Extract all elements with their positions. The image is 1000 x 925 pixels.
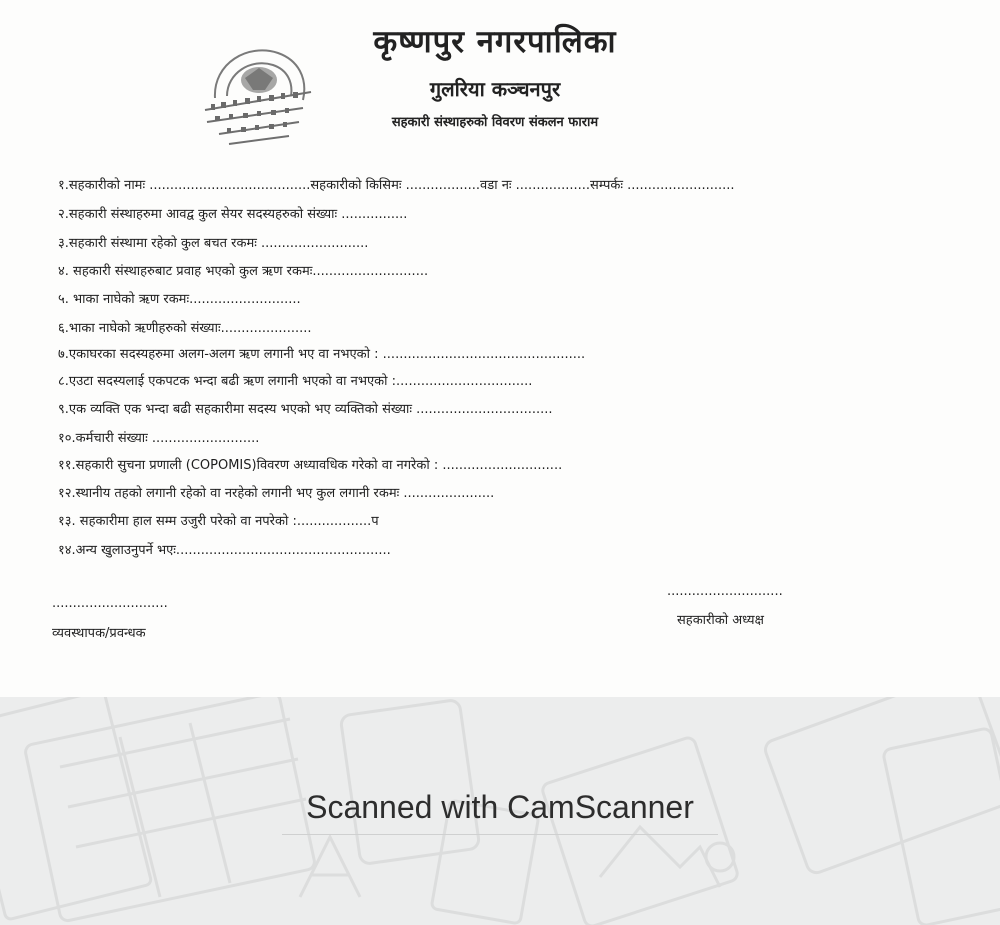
field-2-share-members: २.सहकारी संस्थाहरुमा आवद्व कुल सेयर सदस्यहरुको संख्याः ................ xyxy=(58,207,408,222)
field-8-multiple-loans: ८.एउटा सदस्यलाई एकपटक भन्दा बढी ऋण लगानी भएको वा नभएको :................................. xyxy=(58,374,533,389)
manager-signature-line: ............................ xyxy=(52,596,168,611)
municipality-title: कृष्णपुर नगरपालिका xyxy=(373,24,617,60)
manager-signature-label: व्यवस्थापक/प्रवन्धक xyxy=(52,626,146,641)
field-1-cooperative-name: १.सहकारीको नामः .......................................सहकारीको किसिमः ..................वडा नः ..................सम्पर्कः .......................... xyxy=(58,178,735,193)
field-3-total-savings: ३.सहकारी संस्थामा रहेको कुल बचत रकमः .......................... xyxy=(58,236,369,251)
field-13-complaints: १३. सहकारीमा हाल सम्म उजुरी परेको वा नपरेको :..................प xyxy=(58,514,379,529)
field-14-other-details: १४.अन्य खुलाउनुपर्ने भएः.................................................... xyxy=(58,543,391,558)
field-5-overdue-loan: ५. भाका नाघेको ऋण रकमः........................... xyxy=(58,292,301,307)
field-7-household-loans: ७.एकाघरका सदस्यहरुमा अलग-अलग ऋण लगानी भए वा नभएको : ................................................. xyxy=(58,347,586,362)
form-title: सहकारी संस्थाहरुको विवरण संकलन फाराम xyxy=(391,115,599,130)
field-12-local-investment: १२.स्थानीय तहको लगानी रहेको वा नरहेको लगानी भए कुल लगानी रकमः ...................... xyxy=(58,486,495,501)
chairperson-signature-label: सहकारीको अध्यक्ष xyxy=(677,613,764,628)
field-10-staff-count: १०.कर्मचारी संख्याः .......................... xyxy=(58,431,260,446)
field-6-overdue-borrowers: ६.भाका नाघेको ऋणीहरुको संख्याः...................... xyxy=(58,321,312,336)
field-4-total-loan: ४. सहकारी संस्थाहरुबाट प्रवाह भएको कुल ऋण रकमः............................ xyxy=(58,264,429,279)
camscanner-watermark: Scanned with CamScanner xyxy=(306,789,694,825)
municipality-address: गुलरिया कञ्चनपुर xyxy=(429,77,561,101)
watermark-underline xyxy=(282,834,718,835)
camscanner-footer xyxy=(0,697,1000,925)
field-11-copomis-update: ११.सहकारी सुचना प्रणाली (COPOMIS)विवरण अध्यावधिक गरेको वा नगरेको : ............................. xyxy=(58,458,563,473)
chairperson-signature-line: ............................ xyxy=(667,584,783,599)
municipality-seal-icon xyxy=(193,38,323,150)
field-9-multi-membership: ९.एक व्यक्ति एक भन्दा बढी सहकारीमा सदस्य भएको भए व्यक्तिको संख्याः ................................. xyxy=(58,402,553,417)
